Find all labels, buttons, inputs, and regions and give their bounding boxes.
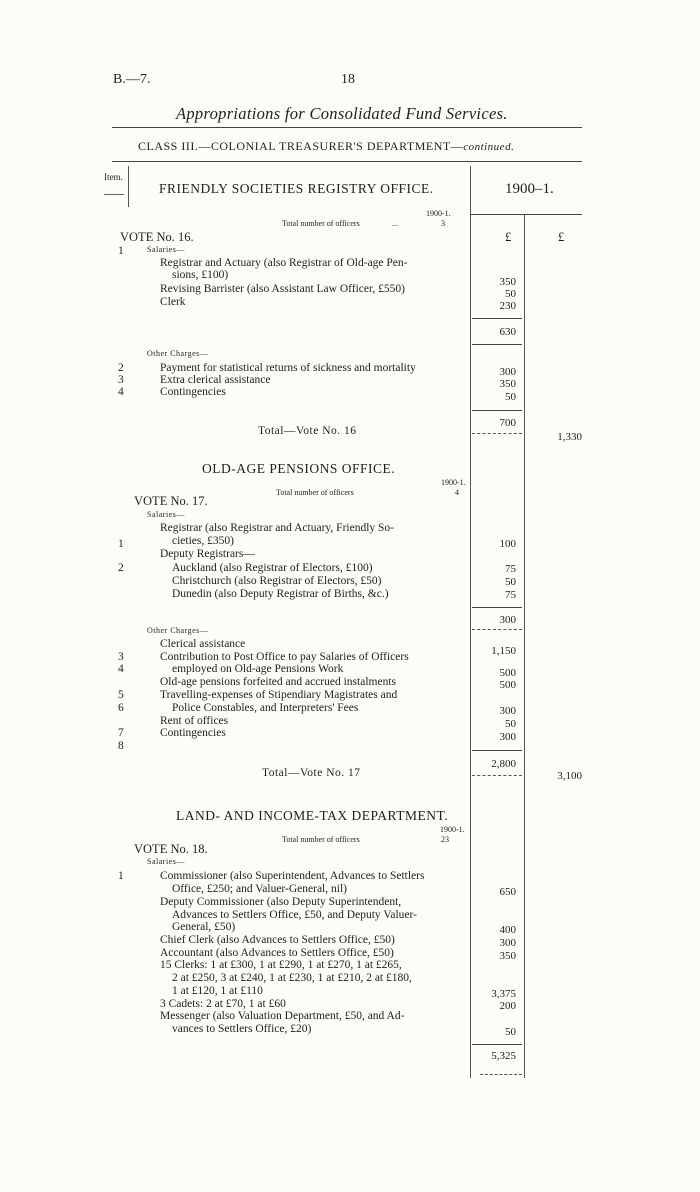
- line-text: Christchurch (also Registrar of Electors, £50): [172, 575, 382, 587]
- running-title: Appropriations for Consolidated Fund Services.: [176, 104, 508, 123]
- amount: 650: [499, 886, 516, 898]
- pensions-total-amount: 3,100: [557, 770, 582, 782]
- friendly-officers-dots: ...: [392, 219, 398, 228]
- friendly-col2-unit: £: [558, 230, 565, 244]
- subtotal-amount: 2,800: [491, 758, 516, 770]
- line-text: employed on Old-age Pensions Work: [172, 663, 344, 675]
- landtax-salaries-heading: Salaries—: [147, 857, 185, 866]
- line-text: Old-age pensions forfeited and accrued instalments: [160, 676, 396, 688]
- item-number: 7: [118, 727, 124, 739]
- total-dash-rule: [472, 775, 522, 776]
- subtotal-dash-rule: [472, 629, 522, 630]
- amount: 50: [505, 288, 516, 300]
- friendly-officers-count: 3: [441, 219, 445, 228]
- line-text: Contingencies: [160, 386, 226, 398]
- amount: 3,375: [491, 988, 516, 1000]
- class-title-continued: continued.: [463, 141, 515, 153]
- divider-mid-amounts: [524, 214, 525, 1078]
- amount: 350: [499, 378, 516, 390]
- amount: 350: [499, 950, 516, 962]
- line-text: sions, £100): [172, 269, 229, 281]
- item-header-underline: [104, 194, 124, 195]
- amount: 500: [499, 667, 516, 679]
- pensions-vote-heading: VOTE No. 17.: [134, 494, 208, 508]
- friendly-vote-heading: VOTE No. 16.: [120, 230, 194, 244]
- line-text: General, £50): [172, 921, 236, 933]
- amount: 300: [499, 731, 516, 743]
- line-text: 3 Cadets: 2 at £70, 1 at £60: [160, 998, 286, 1010]
- amount: 200: [499, 1000, 516, 1012]
- item-number: 6: [118, 702, 124, 714]
- amount: 230: [499, 300, 516, 312]
- line-text: Messenger (also Valuation Department, £50, and Ad-: [160, 1010, 405, 1022]
- line-text: Payment for statistical returns of sickness and mortality: [160, 362, 416, 374]
- line-text: Advances to Settlers Office, £50, and Deputy Valuer-: [172, 909, 417, 921]
- subtotal-rule: [472, 607, 522, 608]
- friendly-other-heading: Other Charges—: [147, 349, 209, 358]
- landtax-vote-heading: VOTE No. 18.: [134, 842, 208, 856]
- line-text: Travelling-expenses of Stipendiary Magistrates and: [160, 689, 398, 701]
- divider-left-amounts: [470, 166, 471, 1078]
- pensions-officers-year: 1900-1.: [441, 478, 466, 487]
- year-column-header: 1900–1.: [505, 181, 554, 197]
- landtax-officers-count: 23: [441, 835, 449, 844]
- pensions-officers-label: Total number of officers: [276, 488, 354, 497]
- line-text: Registrar (also Registrar and Actuary, Friendly So-: [160, 522, 394, 534]
- line-text: Rent of offices: [160, 715, 229, 727]
- subtotal-rule: [472, 1044, 522, 1045]
- line-text: Extra clerical assistance: [160, 374, 271, 386]
- landtax-officers-label: Total number of officers: [282, 835, 360, 844]
- line-text: Accountant (also Advances to Settlers Office, £50): [160, 947, 394, 959]
- amount: 50: [505, 391, 516, 403]
- subtotal-rule: [472, 344, 522, 345]
- item-number: 3: [118, 374, 124, 386]
- line-text: Clerk: [160, 296, 186, 308]
- friendly-officers-label: Total number of officers: [282, 219, 360, 228]
- line-text: Registrar and Actuary (also Registrar of Old-age Pen-: [160, 257, 408, 269]
- line-text: Auckland (also Registrar of Electors, £100): [172, 562, 373, 574]
- item-divider-top: [128, 166, 129, 207]
- line-text: Contribution to Post Office to pay Salaries of Officers: [160, 651, 409, 663]
- amount: 50: [505, 718, 516, 730]
- subtotal-amount: 300: [499, 614, 516, 626]
- line-text: Dunedin (also Deputy Registrar of Births, &c.): [172, 588, 389, 600]
- item-number: 2: [118, 562, 124, 574]
- amount: 300: [499, 366, 516, 378]
- subtotal-rule: [472, 750, 522, 751]
- amount: 1,150: [491, 645, 516, 657]
- friendly-col1-unit: £: [505, 230, 512, 244]
- line-text: 2 at £250, 3 at £240, 1 at £230, 1 at £210, 2 at £180,: [172, 972, 412, 984]
- line-text: Office, £250; and Valuer-General, nil): [172, 883, 347, 895]
- line-text: Revising Barrister (also Assistant Law Officer, £550): [160, 283, 405, 295]
- line-text: Deputy Registrars—: [160, 548, 255, 560]
- line-text: Deputy Commissioner (also Deputy Superintendent,: [160, 896, 402, 908]
- amount: 500: [499, 679, 516, 691]
- amount: 400: [499, 924, 516, 936]
- item-number: 2: [118, 362, 124, 374]
- year-header-rule: [470, 214, 582, 215]
- header-rule: [112, 127, 582, 128]
- friendly-total-amount: 1,330: [557, 431, 582, 443]
- landtax-office-title: LAND- AND INCOME-TAX DEPARTMENT.: [176, 808, 449, 823]
- line-text: Clerical assistance: [160, 638, 246, 650]
- pensions-officers-count: 4: [455, 488, 459, 497]
- amount: 300: [499, 937, 516, 949]
- item-number: 4: [118, 386, 124, 398]
- pensions-salaries-heading: Salaries—: [147, 510, 185, 519]
- item-number: 1: [118, 245, 124, 257]
- line-text: Chief Clerk (also Advances to Settlers Office, £50): [160, 934, 395, 946]
- item-column-header: Item.: [104, 172, 123, 182]
- item-number: 5: [118, 689, 124, 701]
- class-title-main: CLASS III.—COLONIAL TREASURER'S DEPARTMENT—: [138, 139, 464, 153]
- line-text: Police Constables, and Interpreters' Fees: [172, 702, 359, 714]
- item-number: 1: [118, 870, 124, 882]
- subtotal-rule: [472, 410, 522, 411]
- item-number: 3: [118, 651, 124, 663]
- total-dash-rule: [480, 1074, 522, 1075]
- amount: 75: [505, 589, 516, 601]
- line-text: vances to Settlers Office, £20): [172, 1023, 312, 1035]
- line-text: Commissioner (also Superintendent, Advances to Settlers: [160, 870, 425, 882]
- line-text: 15 Clerks: 1 at £300, 1 at £290, 1 at £270, 1 at £265,: [160, 959, 402, 971]
- line-text: Contingencies: [160, 727, 226, 739]
- friendly-officers-year: 1900-1.: [426, 209, 451, 218]
- class-title: [138, 139, 514, 154]
- page-number: 18: [341, 72, 355, 87]
- item-number: 8: [118, 740, 124, 752]
- friendly-office-title: FRIENDLY SOCIETIES REGISTRY OFFICE.: [159, 181, 434, 196]
- subtotal-rule: [472, 318, 522, 319]
- total-dash-rule: [472, 433, 522, 434]
- subtotal-amount: 700: [499, 417, 516, 429]
- amount: 50: [505, 1026, 516, 1038]
- amount: 100: [499, 538, 516, 550]
- document-reference: B.—7.: [113, 72, 151, 87]
- subtotal-amount: 5,325: [491, 1050, 516, 1062]
- item-number: 1: [118, 538, 124, 550]
- pensions-office-title: OLD-AGE PENSIONS OFFICE.: [202, 461, 396, 476]
- friendly-salaries-heading: Salaries—: [147, 245, 185, 254]
- amount: 75: [505, 563, 516, 575]
- class-rule: [112, 161, 582, 162]
- amount: 50: [505, 576, 516, 588]
- friendly-total-label: Total—Vote No. 16: [258, 425, 357, 437]
- amount: 300: [499, 705, 516, 717]
- amount: 350: [499, 276, 516, 288]
- pensions-other-heading: Other Charges—: [147, 626, 209, 635]
- line-text: cieties, £350): [172, 535, 234, 547]
- line-text: 1 at £120, 1 at £110: [172, 985, 263, 997]
- subtotal-amount: 630: [499, 326, 516, 338]
- item-number: 4: [118, 663, 124, 675]
- pensions-total-label: Total—Vote No. 17: [262, 767, 361, 779]
- landtax-officers-year: 1900-1.: [440, 825, 465, 834]
